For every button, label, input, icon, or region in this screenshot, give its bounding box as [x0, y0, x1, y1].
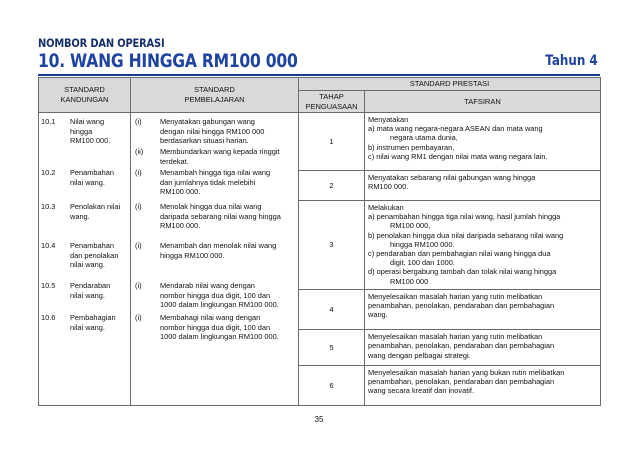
tafsiran-line: Menyelesaikan masalah harian yang bukan rutin melibatkan [368, 367, 565, 377]
tahap-6: 6 [299, 365, 365, 405]
roman-numeral: (i) [135, 202, 142, 211]
tafsiran-line: penambahan, penolakan, pendaraban dan pembahagian [368, 341, 555, 351]
tafsiran-line: a) penambahan hingga tiga nilai wang, hasil jumlah hingga [368, 212, 561, 222]
item-text: Menambah dan menolak nilai wang hingga RM100 000. [160, 241, 277, 260]
standard-kandungan-column [39, 113, 131, 406]
item-text: Nilai wang hingga RM100 000. [70, 117, 111, 146]
topic-title: 10. WANG HINGGA RM100 000 [38, 50, 298, 72]
year-label: Tahun 4 [545, 53, 598, 69]
page-number: 35 [314, 415, 324, 424]
tafsiran-line: RM100 000, [390, 221, 431, 231]
item-text: Membahagi nilai wang dengan nombor hingga dua digit, 100 dan 1000 dalam lingkungan RM100 000. [160, 313, 279, 342]
item-number: 10.1 [41, 117, 56, 126]
item-text: Penambahan dan penolakan nilai wang. [70, 241, 119, 270]
roman-numeral: (i) [135, 313, 142, 322]
tafsiran-line: Menyelesaikan masalah harian yang rutin melibatkan [368, 291, 543, 301]
tafsiran-line: hingga RM100 000. [390, 239, 455, 249]
item-text: Mendarab nilai wang dengan nombor hingga dua digit, 100 dan 1000 dalam lingkungan RM100 000. [160, 281, 279, 310]
item-number: 10.3 [41, 202, 56, 211]
tafsiran-line: penambahan, penolakan, pendaraban dan pembahagian [368, 376, 555, 386]
tafsiran-line: b) penolakan hingga dua nilai daripada sebarang nilai wang [368, 230, 564, 240]
tafsiran-line: Menyatakan [368, 115, 409, 124]
item-text: Penambahan nilai wang. [70, 168, 114, 187]
item-number: 10.4 [41, 241, 56, 250]
tafsiran-line: RM100 000 [390, 276, 429, 286]
tafsiran-line: Menyelesaikan masalah harian yang rutin melibatkan [368, 332, 543, 342]
item-number: 10.6 [41, 313, 56, 322]
tafsiran-line: a) mata wang negara-negara ASEAN dan mata wang [368, 124, 543, 134]
item-text: Menyatakan gabungan wang dengan nilai hingga RM100 000 berdasarkan situasi harian. [160, 117, 265, 146]
header-standard-pembelajaran: STANDARD PEMBELAJARAN [131, 78, 299, 113]
tafsiran-line: wang secara kreatif dan inovatif. [368, 385, 474, 395]
roman-numeral: (i) [135, 117, 142, 126]
tafsiran-line: d) operasi bergabung tambah dan tolak nilai wang hingga [368, 267, 557, 277]
tahap-1: 1 [299, 113, 365, 171]
tafsiran-line: Melakukan [368, 202, 404, 212]
header-tahap-penguasaan: TAHAP PENGUASAAN [299, 91, 365, 113]
roman-numeral: (i) [135, 241, 142, 250]
tafsiran-line: wang dengan pelbagai strategi. [368, 350, 471, 360]
item-text: Membundarkan wang kepada ringgit terdekat. [160, 147, 280, 166]
tafsiran-line: negara utama dunia, [390, 133, 458, 143]
item-text: Pendaraban nilai wang. [70, 281, 111, 300]
tafsiran-6 [365, 365, 601, 405]
tafsiran-3 [365, 200, 601, 289]
tahap-3: 3 [299, 200, 365, 289]
tahap-4: 4 [299, 289, 365, 329]
standard-pembelajaran-column [131, 113, 299, 406]
tafsiran-2 [365, 170, 601, 200]
item-text: Menolak hingga dua nilai wang daripada sebarang nilai wang hingga RM100 000. [160, 202, 281, 231]
item-text: Menambah hingga tiga nilai wang dan jumlahnya tidak melebihi RM100 000. [160, 168, 271, 197]
tahap-5: 5 [299, 330, 365, 365]
tafsiran-line: wang. [368, 310, 388, 320]
tafsiran-line: RM100 000. [368, 181, 409, 191]
tafsiran-4 [365, 289, 601, 329]
roman-numeral: (i) [135, 168, 142, 177]
curriculum-table [38, 77, 601, 406]
item-text: Penolakan nilai wang. [70, 202, 121, 221]
subject-heading: NOMBOR DAN OPERASI [38, 36, 165, 50]
tafsiran-line: penambahan, penolakan, pendaraban dan pembahagian [368, 300, 555, 310]
tahap-2: 2 [299, 170, 365, 200]
tafsiran-5 [365, 330, 601, 365]
header-standard-kandungan: STANDARD KANDUNGAN [39, 78, 131, 113]
header-standard-prestasi: STANDARD PRESTASI [299, 78, 601, 91]
tafsiran-line: b) instrumen pembayaran, [368, 142, 455, 152]
tafsiran-1 [365, 113, 601, 171]
tafsiran-line: c) pendaraban dan pembahagian nilai wang hingga dua [368, 248, 551, 258]
roman-numeral: (i) [135, 281, 142, 290]
tafsiran-line: c) nilai wang RM1 dengan nilai mata wang negara lain. [368, 151, 548, 161]
item-number: 10.2 [41, 168, 56, 177]
header-divider [38, 74, 600, 76]
item-number: 10.5 [41, 281, 56, 290]
tafsiran-line: digit, 100 dan 1000. [390, 258, 455, 268]
item-text: Pembahagian nilai wang. [70, 313, 116, 332]
roman-numeral: (ii) [135, 147, 144, 156]
tafsiran-line: Menyatakan sebarang nilai gabungan wang hingga [368, 172, 536, 182]
header-tafsiran: TAFSIRAN [365, 91, 601, 113]
